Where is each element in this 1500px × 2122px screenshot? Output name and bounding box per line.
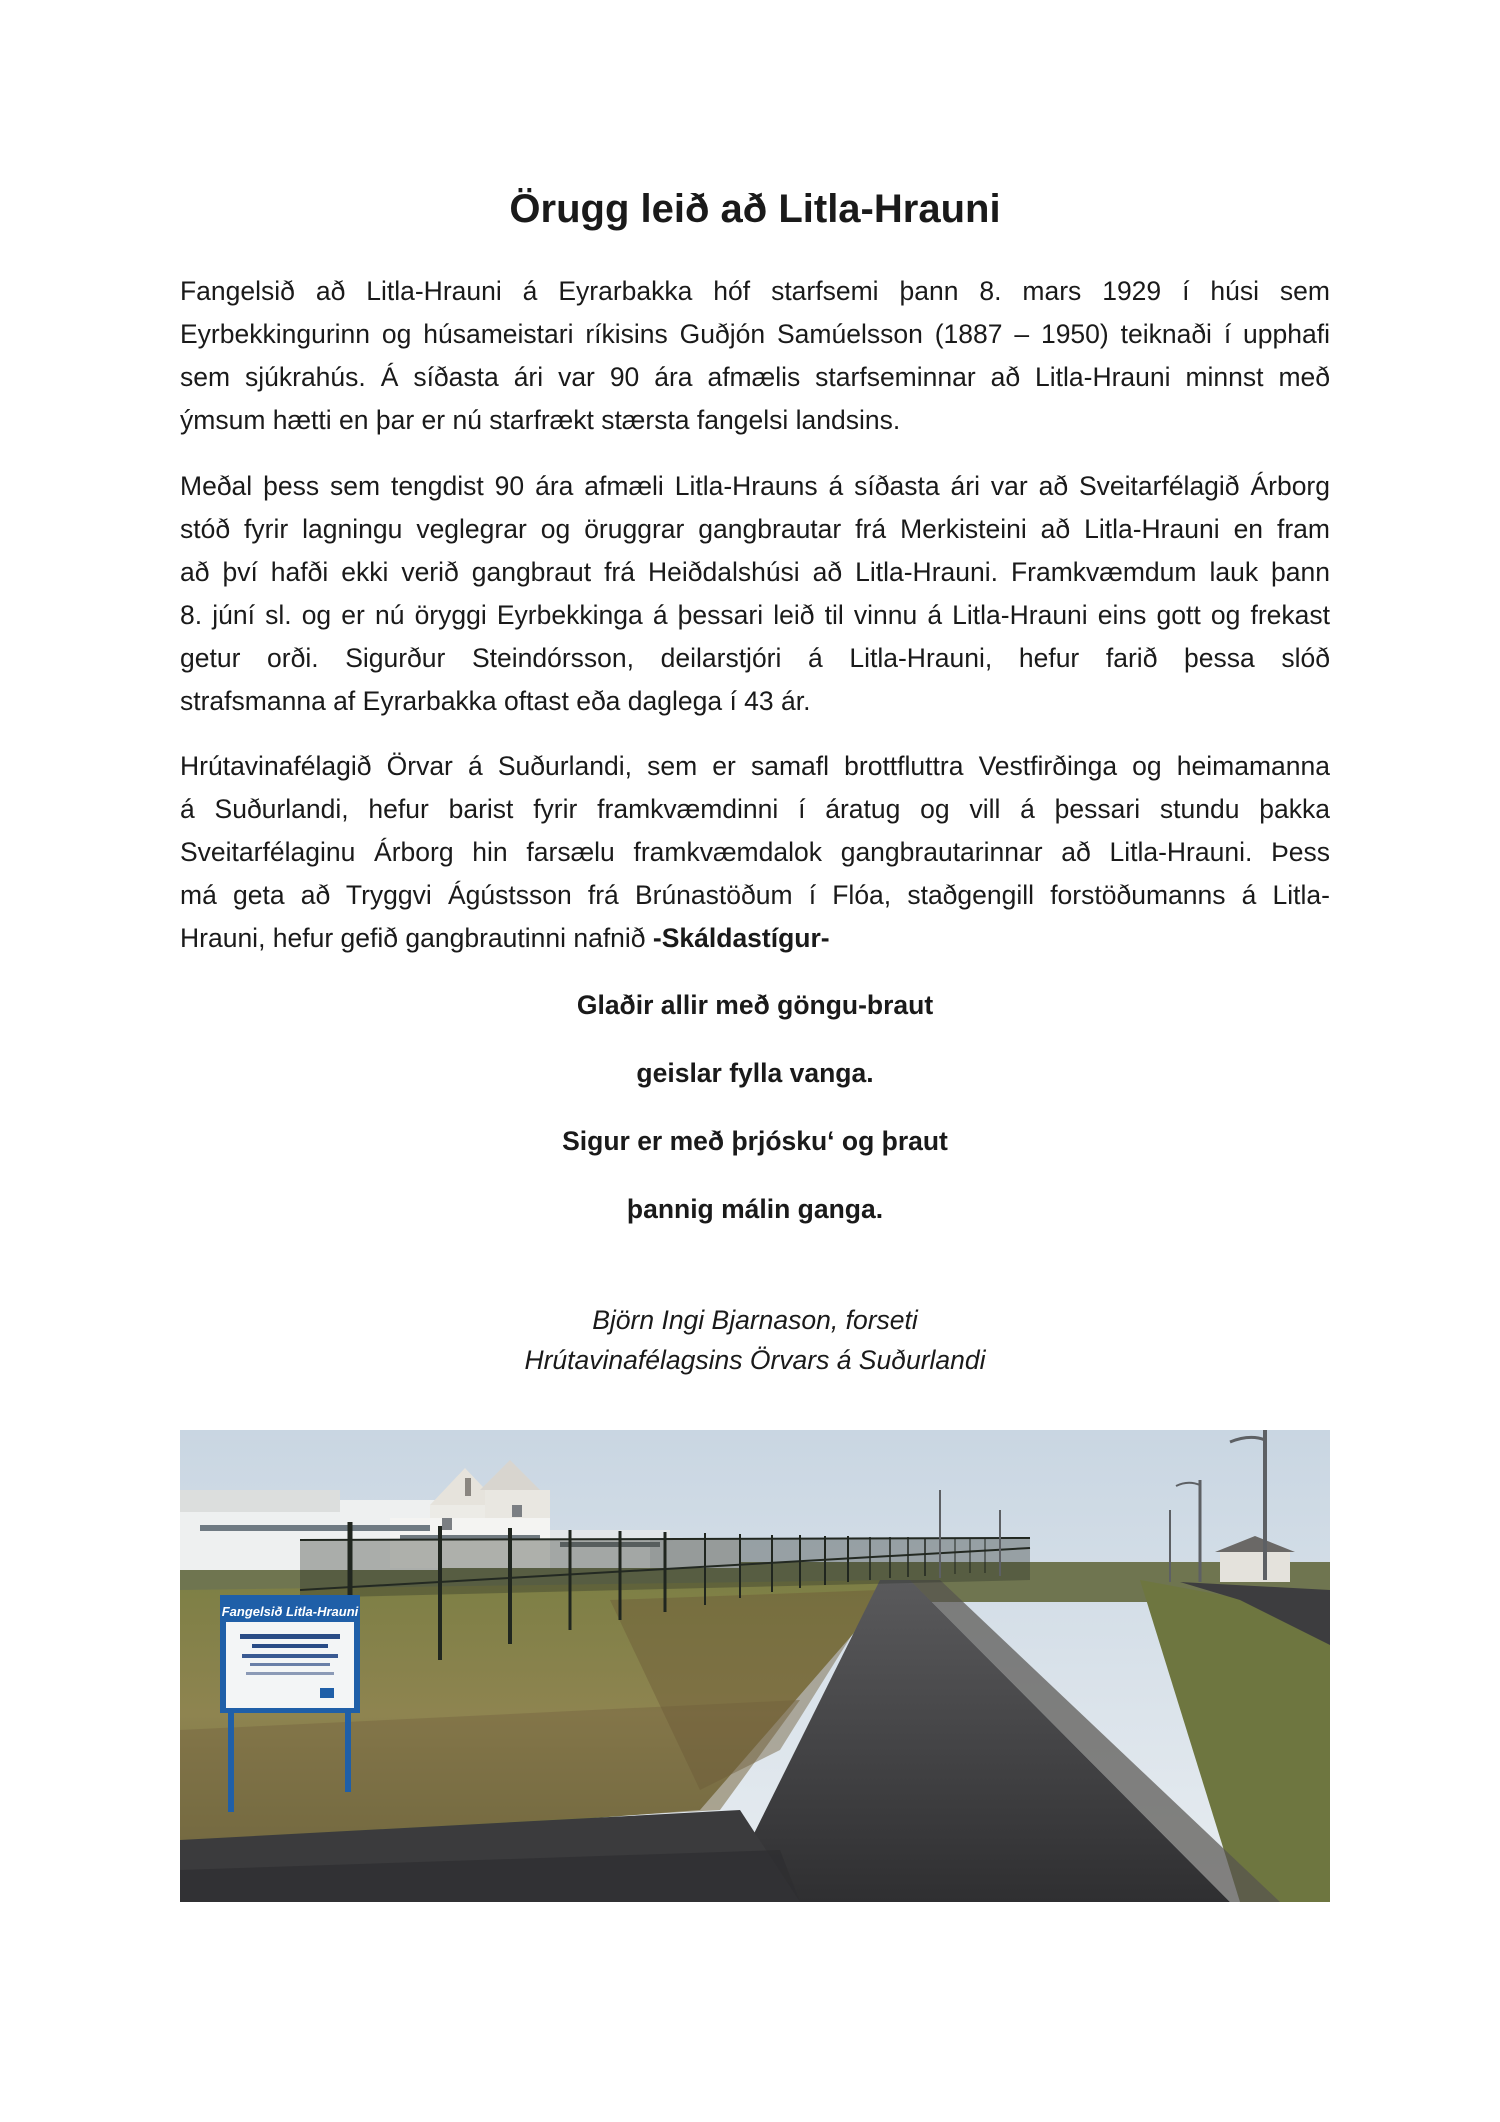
paragraph-line: Sveitarfélaginu Árborg hin farsælu framkvæmdalok gangbrautarinnar að Litla-Hrauni. Þess <box>180 837 1330 867</box>
paragraph-2 <box>180 465 1330 723</box>
signature-org: Hrútavinafélagsins Örvars á Suðurlandi <box>524 1345 986 1375</box>
verse-line-4: þannig málin ganga. <box>626 1194 884 1224</box>
paragraph-line: má geta að Tryggvi Ágústsson frá Brúnastöðum í Flóa, staðgengill forstöðumanns á Litla- <box>180 880 1330 910</box>
verse-line-3: Sigur er með þrjósku‘ og þraut <box>562 1126 948 1156</box>
verse-line-2: geislar fylla vanga. <box>636 1058 874 1088</box>
verse-line-1: Glaðir allir með göngu-braut <box>576 990 934 1020</box>
paragraph-line: Eyrbekkingurinn og húsameistari ríkisins Guðjón Samúelsson (1887 – 1950) teiknaði í upphafi <box>180 319 1330 349</box>
prison-path-photo <box>180 1430 1330 1902</box>
paragraph-line: strafsmanna af Eyrarbakka oftast eða daglega í 43 ár. <box>180 686 811 716</box>
paragraph-line: getur orði. Sigurður Steindórsson, deilarstjóri á Litla-Hrauni, hefur farið þessa slóð <box>180 643 1330 673</box>
paragraph-line: 8. júní sl. og er nú öryggi Eyrbekkinga á þessari leið til vinnu á Litla-Hrauni eins gott og frekast <box>180 600 1330 630</box>
paragraph-line: sem sjúkrahús. Á síðasta ári var 90 ára afmælis starfseminnar að Litla-Hrauni minnst með <box>180 362 1330 392</box>
distant-house <box>1220 1552 1290 1582</box>
paragraph-line: Hrútavinafélagið Örvar á Suðurlandi, sem er samafl brottfluttra Vestfirðinga og heimamanna <box>180 751 1330 781</box>
page-title: Örugg leið að Litla-Hrauni <box>509 187 1001 231</box>
paragraph-line: á Suðurlandi, hefur barist fyrir framkvæmdinni í áratug og vill á þessari stundu þakka <box>180 794 1330 824</box>
paragraph-line: stóð fyrir lagningu veglegrar og öruggrar gangbrautar frá Merkisteini að Litla-Hrauni en fram <box>180 514 1330 544</box>
paragraph-3 <box>180 745 1330 960</box>
paragraph-line: Hrauni, hefur gefið gangbrautinni nafnið <box>180 923 653 953</box>
paragraph-line: að því hafði ekki verið gangbraut frá Heiðdalshúsi að Litla-Hrauni. Framkvæmdum lauk þann <box>180 557 1330 587</box>
paragraph-1 <box>180 270 1330 442</box>
paragraph-line: ýmsum hætti en þar er nú starfrækt stærsta fangelsi landsins. <box>180 405 901 435</box>
paragraph-line: Meðal þess sem tengdist 90 ára afmæli Litla-Hrauns á síðasta ári var að Sveitarfélagið Árborg <box>180 471 1330 501</box>
path-name: -Skáldastígur- <box>652 923 830 953</box>
sign-title: Fangelsið Litla-Hrauni <box>221 1604 359 1619</box>
paragraph-line-final <box>180 917 1330 960</box>
paragraph-line: Fangelsið að Litla-Hrauni á Eyrarbakka hóf starfsemi þann 8. mars 1929 í húsi sem <box>180 276 1330 306</box>
signature-name: Björn Ingi Bjarnason, forseti <box>592 1305 918 1335</box>
